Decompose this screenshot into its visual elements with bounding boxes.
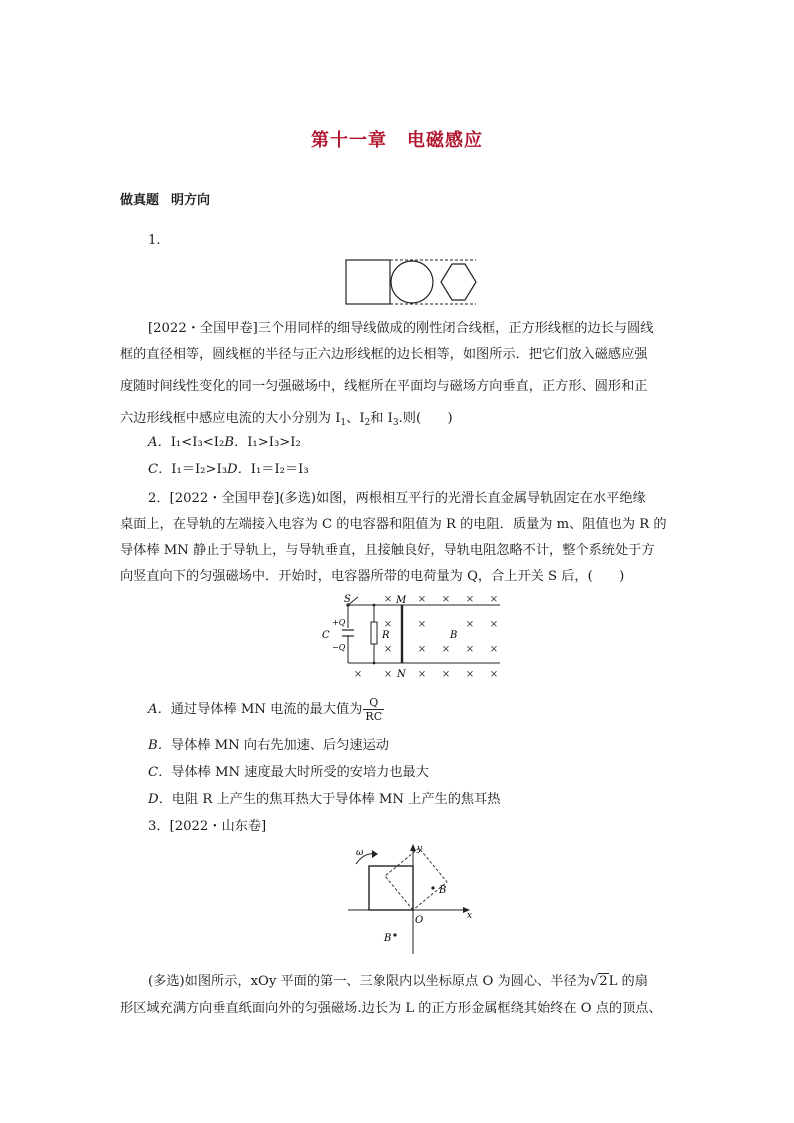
circle-frame: [391, 261, 433, 303]
point-B-third-quadrant: [393, 933, 396, 936]
field-cross: ×: [353, 669, 363, 680]
rotated-square-dashed: [385, 848, 447, 910]
field-cross: ×: [489, 619, 499, 630]
q1-stem: [2022・全国甲卷]三个用同样的细导线做成的刚性闭合线框，正方形线框的边长与圆线: [148, 321, 654, 336]
q3-stem-line2: 形区域充满方向垂直纸面向外的匀强磁场.边长为 L 的正方形金属框绕其始终在 O 点的顶点、: [120, 1001, 662, 1016]
field-cross: ×: [383, 644, 393, 655]
label-S: S: [344, 594, 351, 605]
field-cross: ×: [441, 669, 451, 680]
field-cross: ×: [489, 594, 499, 605]
field-cross: ×: [417, 619, 427, 630]
label-C: C: [322, 630, 330, 641]
q2-stem-line1: 2．[2022・全国甲卷](多选)如图，两根相互平行的光滑长直金属导轨固定在水平绝缘: [148, 491, 646, 506]
label-B1: B: [439, 885, 447, 896]
label-B2: B: [384, 933, 392, 944]
q3-header: 3．[2022・山东卷]: [148, 819, 267, 834]
q2-option-d: D．电阻 R 上产生的焦耳热大于导体棒 MN 上产生的焦耳热: [148, 792, 501, 807]
q3-stem-line1: (多选)如图所示，xOy 平面的第一、三象限内以坐标原点 O 为圆心、半径为√2L 的扇: [148, 974, 648, 989]
chapter-name: 电磁感应: [407, 130, 483, 151]
field-cross: ×: [465, 594, 475, 605]
sqrt-2: √2: [589, 974, 608, 989]
field-cross: ×: [417, 644, 427, 655]
label-M: M: [396, 595, 407, 606]
chapter-title: [0, 126, 794, 152]
point-B-first-quadrant: [431, 886, 434, 889]
q2-stem-line4: 向竖直向下的匀强磁场中．开始时，电容器所带的电荷量为 Q，合上开关 S 后，( ): [120, 569, 625, 584]
q2-option-a: A．通过导体棒 MN 电流的最大值为 $\frac{Q}{RC}$: [148, 696, 383, 723]
fraction-Q-over-RC: $\frac{Q}{RC}$: [365, 696, 383, 723]
label-plus-Q: +Q: [332, 618, 346, 627]
field-cross: ×: [383, 619, 393, 630]
q2-stem-line2: 桌面上，在导轨的左端接入电容为 C 的电容器和阻值为 R 的电阻．质量为 m、阻值也为 R 的: [120, 517, 667, 532]
label-x: x: [467, 911, 473, 921]
field-cross: ×: [489, 669, 499, 680]
chapter-number: 第十一章: [311, 130, 387, 151]
q1-number: 1.: [148, 233, 161, 248]
label-y: y: [417, 844, 423, 854]
square-loop: [369, 866, 413, 910]
label-omega: ω: [356, 848, 364, 858]
hexagon-frame: [441, 264, 476, 300]
field-cross: ×: [441, 594, 451, 605]
field-cross: ×: [465, 644, 475, 655]
field-cross: ×: [465, 619, 475, 630]
q1-stem-cont: 框的直径相等，圆线框的半径与正六边形线框的边长相等，如图所示．把它们放入磁感应强 度随时间线性变化的同一匀强磁场中，线框所在平面均与磁场方向垂直，正方形、圆形和正 六边形线框中感应电流的大小分别为 $I_1$、$I_2$和 $I_3$.则( ): [120, 347, 648, 428]
label-B: B: [450, 630, 458, 641]
field-cross: ×: [489, 644, 499, 655]
q2-figure: [318, 592, 504, 680]
field-cross: ×: [465, 669, 475, 680]
q1-options-cd: C．I₁＝I₂>I₃D．I₁＝I₂＝I₃: [148, 462, 309, 477]
field-cross: ×: [441, 644, 451, 655]
square-frame: [346, 260, 390, 304]
field-cross: ×: [383, 594, 393, 605]
resistor: [371, 622, 377, 644]
q2-option-b: B．导体棒 MN 向右先加速、后匀速运动: [148, 738, 389, 753]
field-cross: ×: [417, 594, 427, 605]
label-R: R: [382, 630, 390, 641]
field-cross: ×: [383, 669, 393, 680]
q1-figure: [344, 258, 478, 308]
label-minus-Q: −Q: [332, 643, 346, 652]
q2-option-c: C．导体棒 MN 速度最大时所受的安培力也最大: [148, 765, 429, 780]
q3-figure: [346, 840, 476, 958]
field-cross: ×: [417, 669, 427, 680]
label-O: O: [415, 915, 424, 926]
section-heading: 做真题 明方向: [120, 193, 211, 208]
q2-stem-line3: 导体棒 MN 静止于导轨上，与导轨垂直，且接触良好，导轨电阻忽略不计，整个系统处于方: [120, 543, 655, 558]
y-axis-arrow: [410, 844, 416, 851]
label-N: N: [397, 669, 406, 680]
q1-options-ab: A．I₁<I₃<I₂B．I₁>I₃>I₂: [148, 435, 301, 450]
